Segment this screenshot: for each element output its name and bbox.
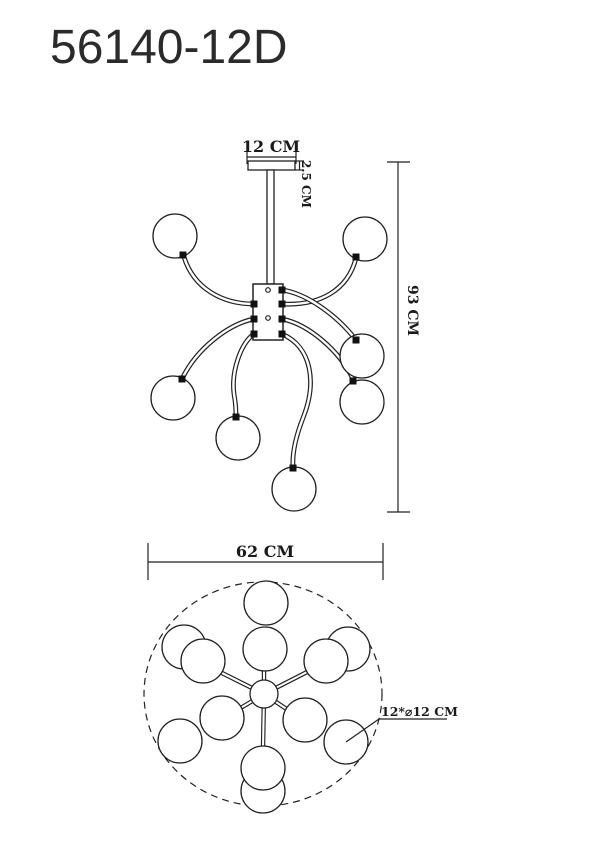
hub-connector (251, 301, 258, 308)
diameter-label: 62 CM (235, 542, 295, 561)
overall-height-dimension (387, 162, 420, 512)
hub-connector (279, 316, 286, 323)
globe-size-label: 12*⌀12 CM (381, 704, 458, 719)
hub-connector (279, 287, 286, 294)
globe-joint (179, 376, 186, 383)
hub (251, 284, 286, 340)
canopy-height-dimension (295, 160, 313, 208)
arm-core (233, 334, 254, 416)
globe-joint (180, 252, 187, 259)
globe (283, 698, 327, 742)
arm (282, 334, 310, 467)
globe (241, 746, 285, 790)
globe (158, 719, 202, 763)
globe-joint (353, 254, 360, 261)
side-view (151, 137, 420, 512)
globe (304, 639, 348, 683)
globe (272, 467, 316, 511)
canopy-width-dimension (242, 137, 300, 164)
globe-joint (353, 337, 360, 344)
globe-joint (233, 414, 240, 421)
globe (153, 214, 197, 258)
ceiling-canopy (248, 161, 295, 170)
globe (343, 217, 387, 261)
hub-connector (279, 301, 286, 308)
globe (181, 639, 225, 683)
hub-connector (251, 331, 258, 338)
globe-joint (350, 378, 357, 385)
overall-height-label: 93 CM (404, 285, 420, 336)
canopy-height-label: 2.5 CM (299, 160, 313, 208)
globe (340, 380, 384, 424)
globe (151, 376, 195, 420)
globe (243, 627, 287, 671)
down-rod (267, 170, 274, 284)
globe (340, 334, 384, 378)
top-view (144, 542, 458, 813)
globe (200, 696, 244, 740)
diameter-dimension (148, 542, 383, 580)
globe (244, 581, 288, 625)
hub-connector (279, 331, 286, 338)
hub-top (250, 680, 278, 708)
canopy-width-label: 12 CM (241, 137, 301, 156)
globe-joint (290, 465, 297, 472)
globe (216, 416, 260, 460)
hub-connector (251, 316, 258, 323)
product-title: 56140-12D (50, 21, 288, 74)
